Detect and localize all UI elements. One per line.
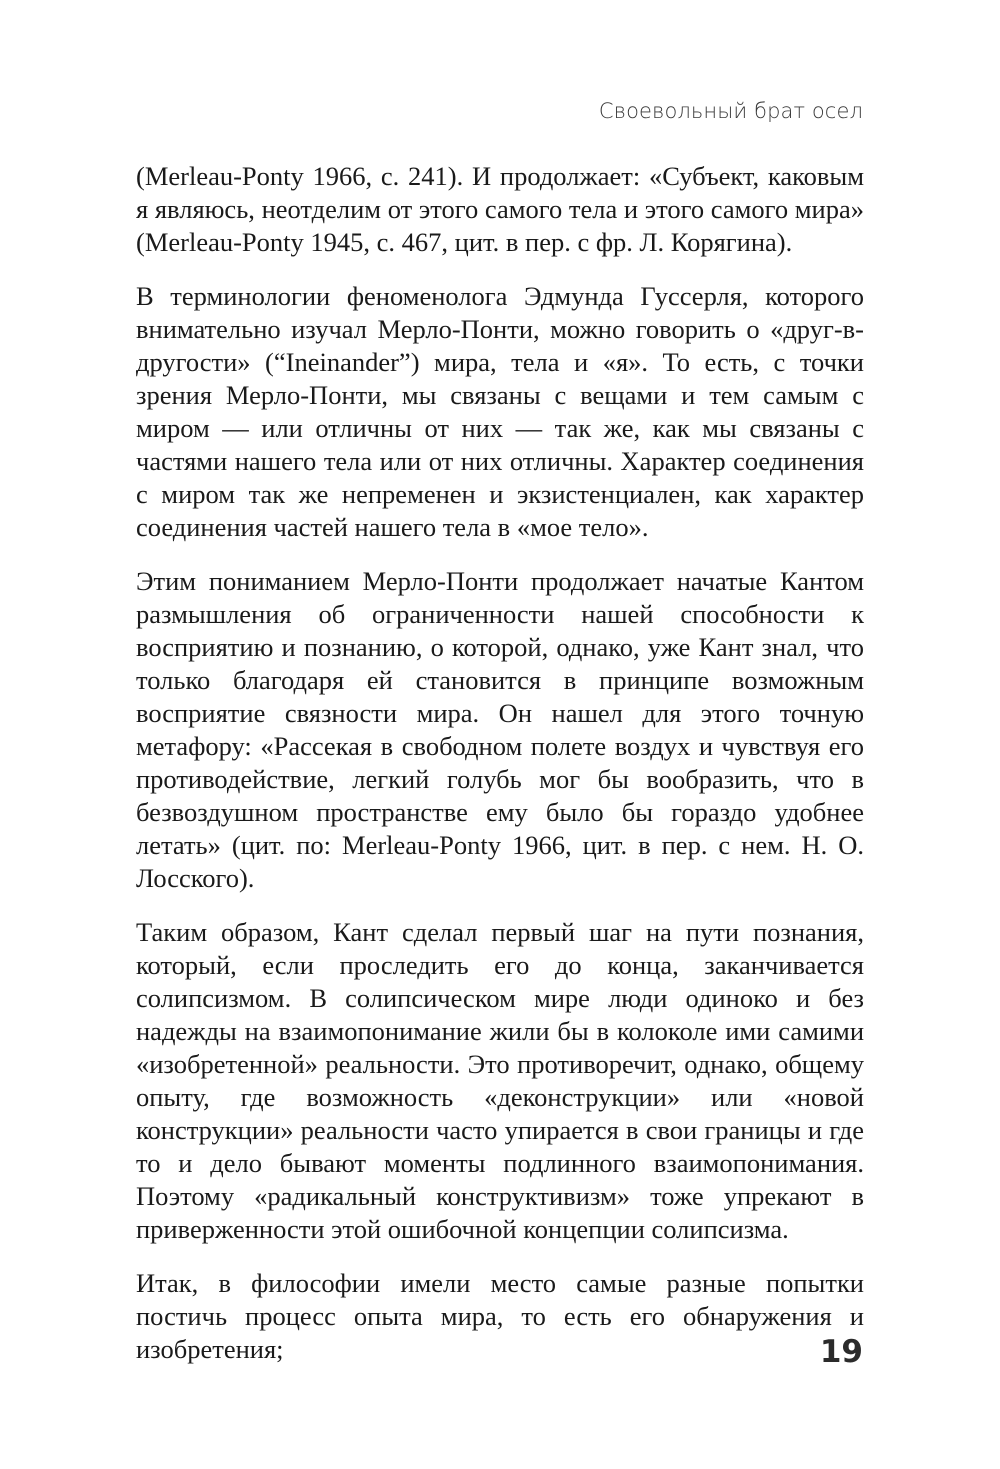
page-number: 19 (819, 1334, 863, 1370)
paragraph-4: Таким образом, Кант сделал первый шаг на пути познания, который, если проследить его до конца, заканчивается солипсизмом. В солипсическом мире люди одиноко и без надежды на взаимопонимание жили бы в колоколе ими самими «изобретенной» реальности. Это противоречит, однако, общему опыту, где возможность «деконструкции» или «новой конструкции» реальности часто упирается в свои границы и где то и дело бывают моменты подлинного взаимопонимания. Поэтому «радикальный конструктивизм» тоже упрекают в приверженности этой ошибочной концепции солипсизма. (136, 917, 864, 1244)
paragraph-1: (Merleau-Ponty 1966, с. 241). И продолжает: «Субъект, каковым я являюсь, неотделим от этого самого тела и этого самого мира» (Merleau-Ponty 1945, с. 467, цит. в пер. с фр. Л. Корягина). (136, 161, 864, 257)
running-head: Своевольный брат осел (598, 99, 863, 123)
paragraph-2: В терминологии феноменолога Эдмунда Гуссерля, которого внимательно изучал Мерло-Понти, можно говорить о «друг-в-другости» (“Ineinander”) мира, тела и «я». То есть, с точки зрения Мерло-Понти, мы связаны с вещами и тем самым с миром — или отличны от них — так же, как мы связаны с частями нашего тела или от них отличны. Характер соединения с миром так же непременен и экзистенциален, как характер соединения частей нашего тела в «мое тело». (136, 281, 864, 542)
body-text (136, 160, 864, 1366)
paragraph-3: Этим пониманием Мерло-Понти продолжает начатые Кантом размышления об ограниченности нашей способности к восприятию и познанию, о которой, однако, уже Кант знал, что только благодаря ей становится в принципе возможным восприятие связности мира. Он нашел для этого точную метафору: «Рассекая в свободном полете воздух и чувствуя его противодействие, легкий голубь мог бы вообразить, что в безвоздушном пространстве ему было бы гораздо удобнее летать» (цит. по: Merleau-Ponty 1966, цит. в пер. с нем. Н. О. Лосского). (136, 566, 864, 893)
paragraph-5: Итак, в философии имели место самые разные попытки постичь процесс опыта мира, то есть его обнаружения и изобретения; (136, 1268, 864, 1364)
